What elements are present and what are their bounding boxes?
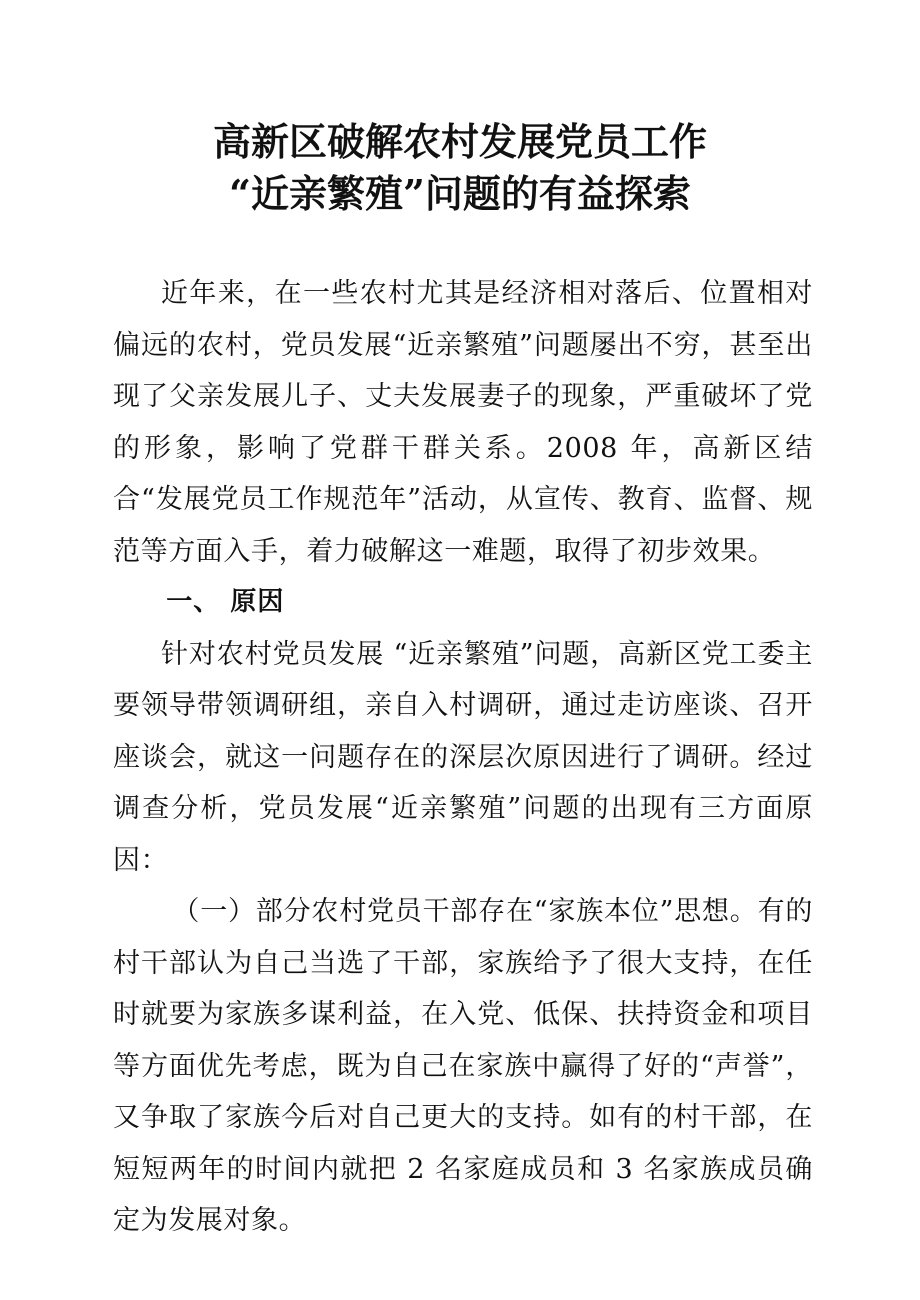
section-heading-reasons: 一、 原因 bbox=[166, 587, 285, 617]
reasons-paragraph: 针对农村党员发展 “近亲繁殖”问题，高新区党工委主要领导带领调研组，亲自入村调研，通过走访座谈、召开座谈会，就这一问题存在的深层次原因进行了调研。经过调查分析，党员发展“近亲繁殖”问题的出现有三方面原因： bbox=[113, 638, 813, 876]
subpoint-1-paragraph: （一）部分农村党员干部存在“家族本位”思想。有的村干部认为自己当选了干部，家族给予了很大支持，在任时就要为家族多谋利益，在入党、低保、扶持资金和项目等方面优先考虑，既为自己在家族中赢得了好的“声誉”，又争取了家族今后对自己更大的支持。如有的村干部，在短短两年的时间内就把 2 名家庭成员和 3 名家族成员确定为发展对象。 bbox=[113, 896, 813, 1236]
document-title-line-1: 高新区破解农村发展党员工作 bbox=[212, 119, 707, 164]
intro-paragraph: 近年来，在一些农村尤其是经济相对落后、位置相对偏远的农村，党员发展“近亲繁殖”问题屡出不穷，甚至出现了父亲发展儿子、丈夫发展妻子的现象，严重破坏了党的形象，影响了党群干群关系。2008 年，高新区结合“发展党员工作规范年”活动，从宣传、教育、监督、规范等方面入手，着力破解这一难题，取得了初步效果。 bbox=[113, 278, 813, 567]
document-title-line-2: “近亲繁殖”问题的有益探索 bbox=[229, 171, 691, 216]
document-body bbox=[113, 268, 813, 1247]
